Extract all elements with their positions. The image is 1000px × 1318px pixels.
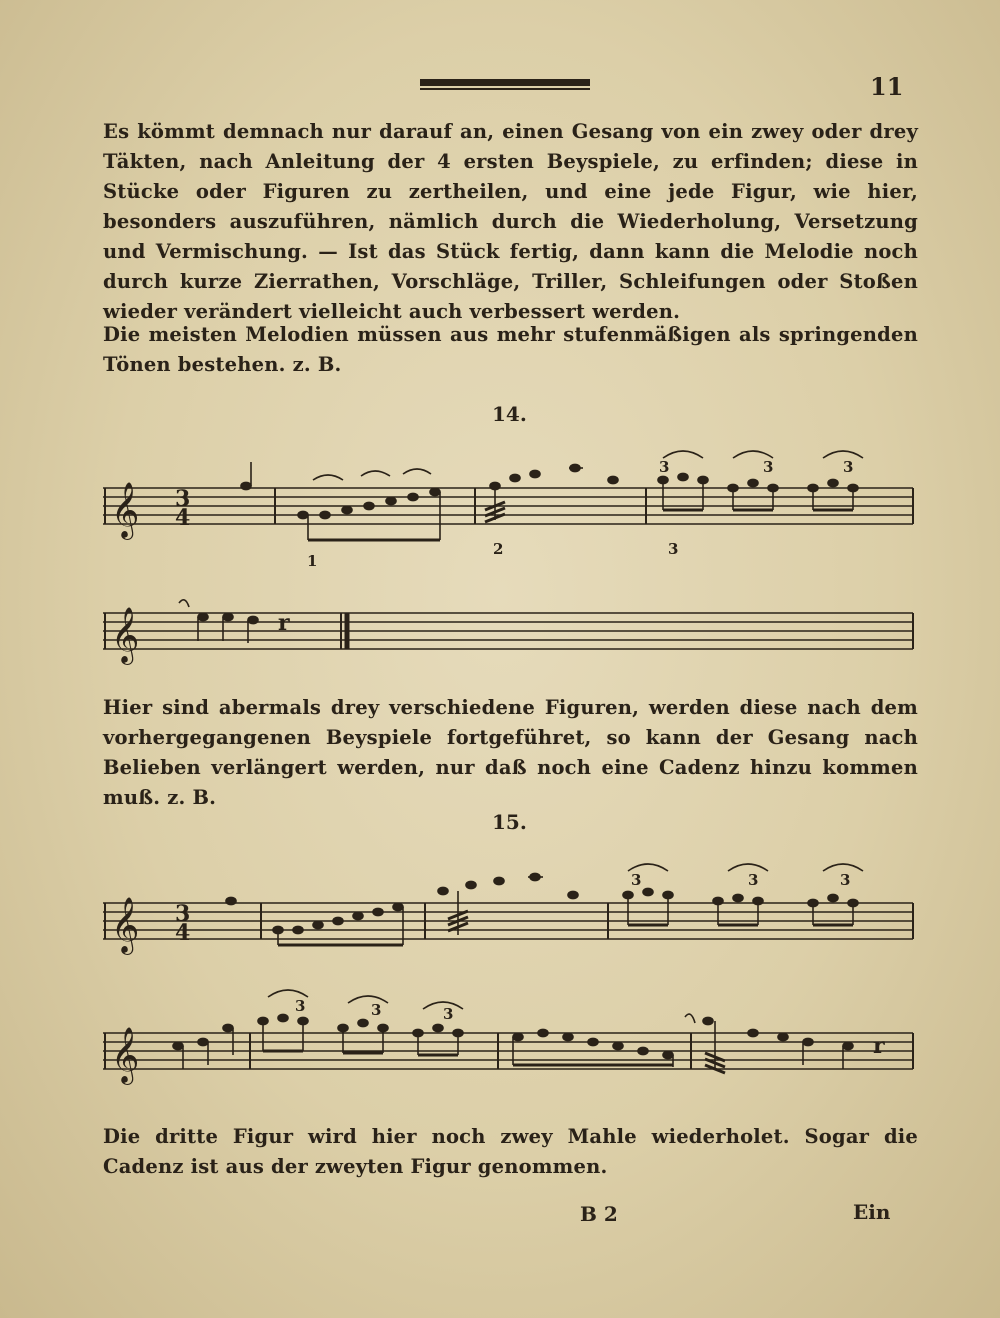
triplet-mark: 3	[631, 871, 642, 889]
example-14-staff-1	[103, 458, 918, 570]
triplet-mark: 3	[748, 871, 759, 889]
time-sig-top: 3	[175, 901, 191, 927]
treble-clef: 𝄞	[111, 482, 140, 538]
header-rule	[420, 79, 590, 86]
catchword: Ein	[853, 1200, 891, 1224]
triplet-mark: 3	[659, 458, 670, 476]
time-sig-bottom: 4	[175, 920, 191, 946]
triplet-mark: 3	[443, 1005, 454, 1023]
example-15-staff-1	[103, 871, 918, 955]
treble-clef: 𝄞	[111, 1027, 140, 1083]
triplet-mark: 3	[371, 1001, 382, 1019]
figure-label-3: 3	[668, 540, 679, 558]
time-sig-top: 3	[175, 486, 191, 512]
signature-mark: B 2	[580, 1202, 618, 1226]
rest-mark: r	[278, 610, 290, 636]
treble-clef: 𝄞	[111, 607, 140, 663]
paragraph-1: Es kömmt demnach nur darauf an, einen Gesang von ein zwey oder drey Täkten, nach Anleitung der 4 ersten Beyspiele, zu erfinden; diese in Stücke oder Figuren zu zertheilen, und eine jede Figur, wie hier, besonders auszuführen, nämlich durch die Wiederholung, Versetzung und Vermischung. — Ist das Stück fertig, dann kann die Melodie noch durch kurze Zierrathen, Vorschläge, Triller, Schleifungen oder Stoßen wieder verändert vielleicht auch verbessert werden.	[103, 120, 918, 323]
example-14-staff-2	[103, 605, 918, 665]
treble-clef: 𝄞	[111, 897, 140, 953]
paragraph-4: Die dritte Figur wird hier noch zwey Mahle wiederholet. Sogar die Cadenz ist aus der zweyten Figur genommen.	[103, 1125, 918, 1178]
triplet-mark: 3	[295, 997, 306, 1015]
time-sig-bottom: 4	[175, 505, 191, 531]
triplet-mark: 3	[763, 458, 774, 476]
example-15-staff-2	[103, 997, 918, 1085]
example-15-number: 15.	[492, 810, 527, 834]
header-rule-thin	[420, 88, 590, 90]
example-14-number: 14.	[492, 402, 527, 426]
triplet-mark: 3	[840, 871, 851, 889]
paragraph-3: Hier sind abermals drey verschiedene Figuren, werden diese nach dem vorhergegangenen Beyspiele fortgeführet, so kann der Gesang nach Belieben verlängert werden, nur daß noch eine Cadenz hinzu kommen muß. z. B.	[103, 696, 918, 809]
triplet-mark: 3	[843, 458, 854, 476]
paragraph-2: Die meisten Melodien müssen aus mehr stufenmäßigen als springenden Tönen bestehen. z. B.	[103, 323, 918, 376]
figure-label-2: 2	[493, 540, 504, 558]
page-number: 11	[870, 72, 904, 101]
rest-mark: r	[873, 1033, 885, 1059]
figure-label-1: 1	[307, 552, 318, 570]
